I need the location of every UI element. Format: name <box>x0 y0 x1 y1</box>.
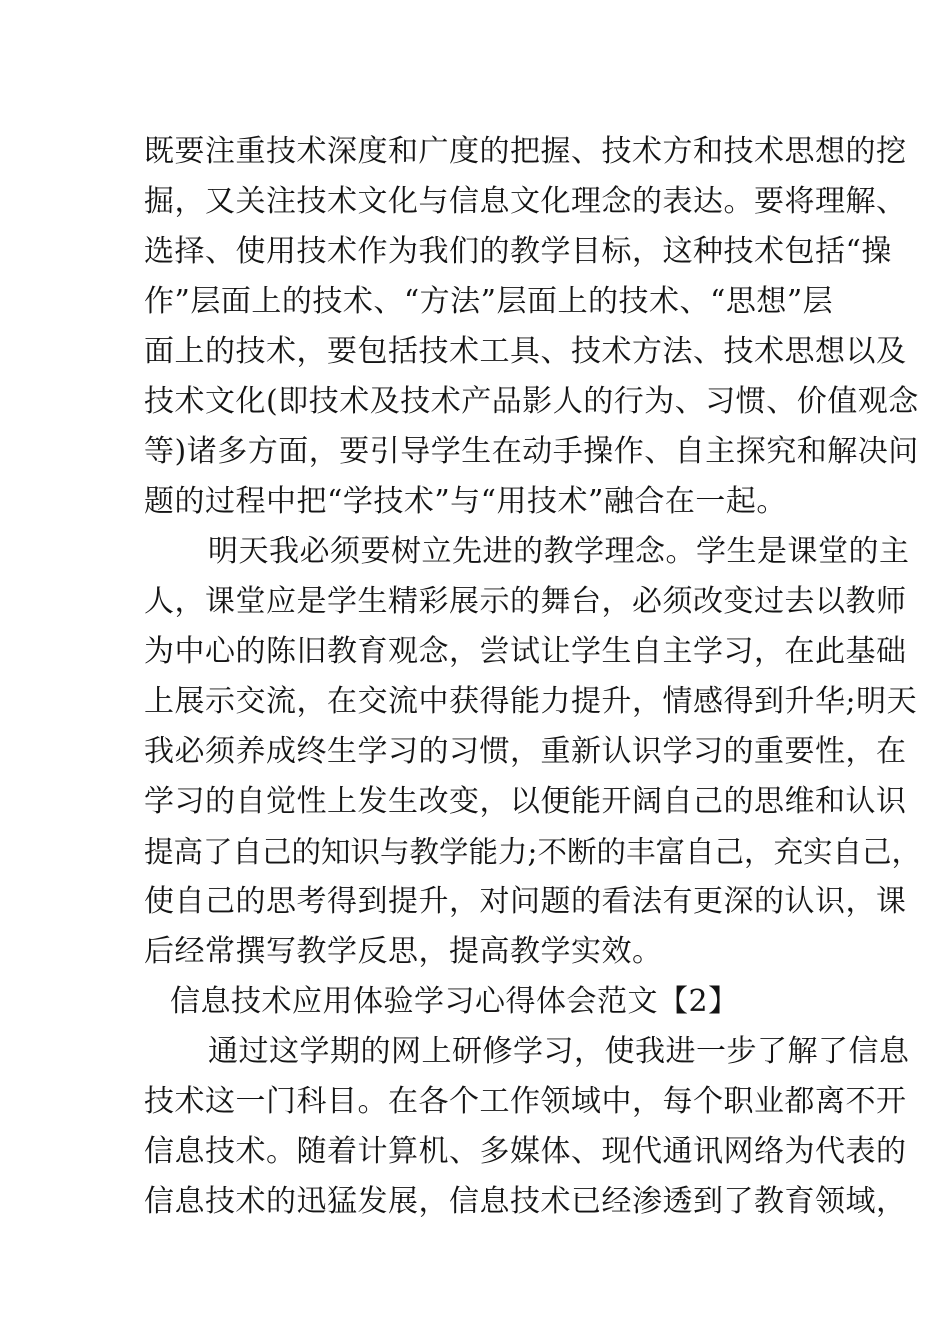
paragraph-2-line-1: 明天我必须要树立先进的教学理念。学生是课堂的主 <box>208 534 910 569</box>
paragraph-2-line-8: 使自己的思考得到提升，对问题的看法有更深的认识，课 <box>144 884 907 919</box>
paragraph-3-line-4: 信息技术的迅猛发展，信息技术已经渗透到了教育领域， <box>144 1184 907 1219</box>
paragraph-2-line-5: 我必须养成终生学习的习惯，重新认识学习的重要性，在 <box>144 734 907 769</box>
paragraph-1-line-7: 等)诸多方面，要引导学生在动手操作、自主探究和解决问 <box>144 434 919 469</box>
section-heading: 信息技术应用体验学习心得体会范文【2】 <box>170 984 739 1019</box>
paragraph-1-line-8: 题的过程中把“学技术”与“用技术”融合在一起。 <box>144 484 787 519</box>
paragraph-1-line-4: 作”层面上的技术、“方法”层面上的技术、“思想”层 <box>144 284 834 319</box>
paragraph-2-line-9: 后经常撰写教学反思，提高教学实效。 <box>144 934 663 969</box>
paragraph-3-line-1: 通过这学期的网上研修学习，使我进一步了解了信息 <box>208 1034 910 1069</box>
paragraph-2-line-2: 人，课堂应是学生精彩展示的舞台，必须改变过去以教师 <box>144 584 907 619</box>
paragraph-1-line-6: 技术文化(即技术及技术产品影人的行为、习惯、价值观念 <box>144 384 919 419</box>
paragraph-2-line-7: 提高了自己的知识与教学能力;不断的丰富自己，充实自己， <box>144 835 921 869</box>
paragraph-3-line-2: 技术这一门科目。在各个工作领域中，每个职业都离不开 <box>144 1084 907 1119</box>
paragraph-3-line-3: 信息技术。随着计算机、多媒体、现代通讯网络为代表的 <box>144 1134 907 1169</box>
paragraph-2-line-3: 为中心的陈旧教育观念，尝试让学生自主学习，在此基础 <box>144 634 907 669</box>
paragraph-1-line-3: 选择、使用技术作为我们的教学目标，这种技术包括“操 <box>144 234 892 269</box>
paragraph-1-line-1: 既要注重技术深度和广度的把握、技术方和技术思想的挖 <box>144 134 907 169</box>
paragraph-1-line-5: 面上的技术，要包括技术工具、技术方法、技术思想以及 <box>144 334 907 369</box>
paragraph-2-line-4: 上展示交流，在交流中获得能力提升，情感得到升华;明天 <box>144 684 918 719</box>
paragraph-1-line-2: 掘，又关注技术文化与信息文化理念的表达。要将理解、 <box>144 184 907 219</box>
paragraph-2-line-6: 学习的自觉性上发生改变，以便能开阔自己的思维和认识 <box>144 784 907 819</box>
